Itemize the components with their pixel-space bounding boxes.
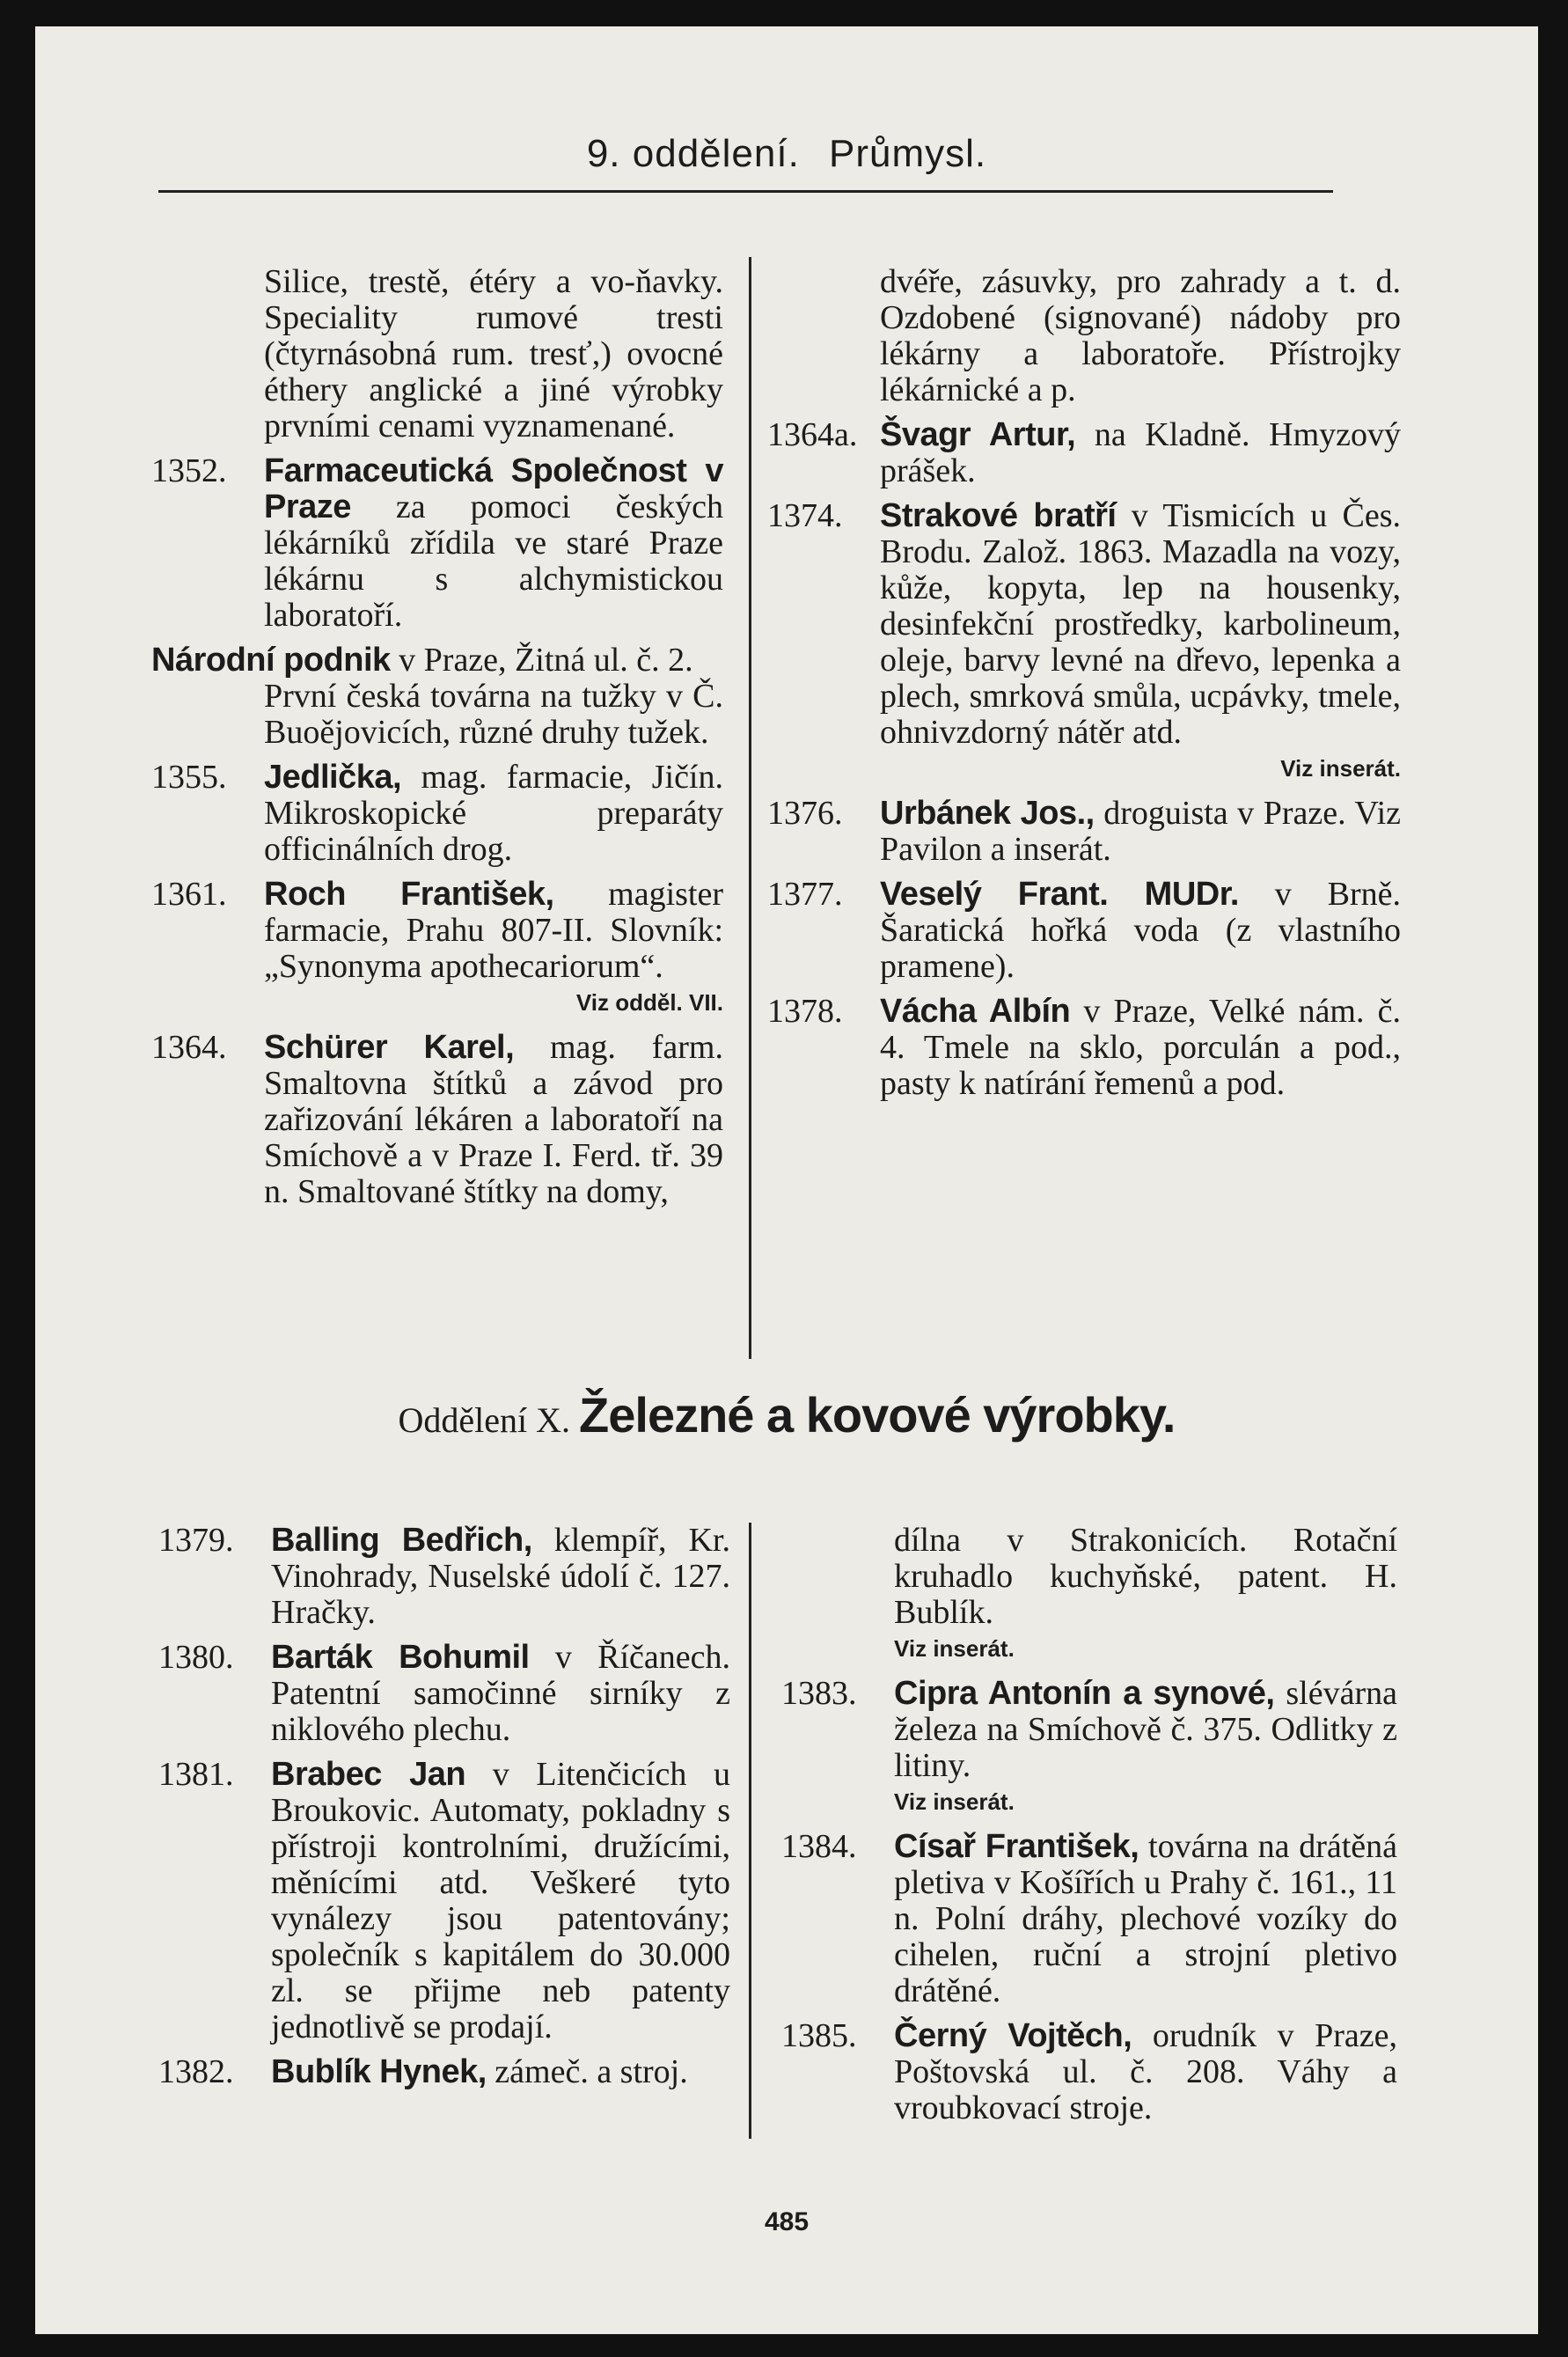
entry-text: mag. farmacie, Jičín. Mikroskopické preparáty officinálních drog. [264,759,723,868]
entry-name: Farmaceutická Společnost v Praze [264,452,723,525]
bottom-right-column [781,1523,1397,2135]
list-item [767,498,1401,787]
list-item [151,877,723,1021]
list-item [158,1523,730,1631]
entry-name: Roch František, [264,876,554,913]
entry-name: Švagr Artur, [880,416,1076,453]
entry-name: Národní podnik [151,642,391,679]
top-right-column [767,264,1401,1111]
entry-text: klempíř, Kr. Vinohrady, Nuselské údolí č. 127. Hračky. [271,1522,730,1631]
entry-text: v Praze, Velké nám. č. 4. Tmele na sklo, porculán a pod., pasty k natírání řemenů a pod. [880,993,1402,1102]
section-heading: Železné a kovové výrobky. [579,1387,1176,1443]
list-item [151,760,723,868]
list-item [767,264,1401,408]
entry-text: v Tismicích u Čes. Brodu. Založ. 1863. Mazadla na vozy, kůže, kopyta, lep na housenky, desinfekční prostředky, karbolineum, oleje, barvy levné na dřevo, lepenka a plech, smrková smůla, ucpávky, tmele, ohnivzdorný nátěr atd. [880,497,1401,751]
top-left-column [151,264,723,1219]
list-item [767,417,1401,489]
entry-text: droguista v Praze. Viz Pavilon a inserát. [880,795,1401,868]
entry-number: 1364. [151,1029,227,1066]
entry-text: továrna na drátěná pletiva v Košířích u Prahy č. 161., 11 n. Polní dráhy, plechové vozíky do cihelen, ruční a strojní pletivo drátěné. [894,1828,1397,2009]
entry-number: 1379. [158,1522,234,1559]
entry-number: 1376. [767,795,843,832]
entry-name: Urbánek Jos., [880,795,1095,832]
list-item [781,1523,1397,1667]
list-item [151,642,723,751]
entry-text: orudník v Praze, Poštovská ul. č. 208. Váhy a vroubkovací stroje. [894,2017,1397,2126]
list-item [151,1030,723,1210]
list-item [781,1829,1397,2009]
entry-name: Schürer Karel, [264,1029,515,1066]
header-title: Průmysl. [829,132,987,175]
entry-name: Barták Bohumil [271,1639,530,1676]
entry-number: 1382. [158,2053,234,2090]
entry-text: na Kladně. Hmyzový prášek. [880,416,1401,489]
entry-text: zámeč. a stroj. [486,2053,688,2090]
bottom-left-column [158,1523,730,2099]
entry-number: 1385. [781,2017,857,2054]
column-divider-bottom [749,1523,751,2139]
entry-name: Brabec Jan [271,1756,466,1793]
entry-text: slévárna železa na Smíchově č. 375. Odlitky z litiny. [894,1675,1397,1784]
entry-text: v Brně. Šaratická hořká voda (z vlastního pramene). [880,876,1401,985]
entry-name: Strakové bratří [880,497,1117,534]
list-item [767,994,1401,1102]
entry-text: magister farmacie, Prahu 807-II. Slovník: „Synonyma apothecariorum“. [264,876,723,985]
entry-text: za pomoci českých lékárníků zřídila ve staré Praze lékárnu s alchymistickou laboratoří. [264,488,723,634]
page-number: 485 [764,2207,810,2236]
entry-name: Veselý Frant. MUDr. [880,876,1239,913]
entry-note: Viz inserát. [894,1788,1015,1815]
entry-number: 1383. [781,1675,857,1712]
list-item [158,1757,730,2045]
document-page [35,26,1538,2334]
entry-number: 1381. [158,1756,234,1793]
entry-text: v Praze, Žitná ul. č. 2. [390,642,693,679]
entry-text: mag. farm. Smaltovna štítků a závod pro zařizování lékáren a laboratoří na Smíchově a v Praze I. Ferd. tř. 39 n. Smaltované štítky na domy, [264,1029,723,1210]
entry-name: Balling Bedřich, [271,1522,532,1559]
entry-name: Bublík Hynek, [271,2053,487,2090]
entry-number: 1361. [151,876,227,913]
header-section: 9. oddělení. [586,132,800,175]
list-item [767,796,1401,868]
entry-note: Viz inserát. [1280,755,1401,782]
page-header [35,132,1538,176]
column-divider-top [749,257,751,1359]
entry-text: v Litenčicích u Broukovic. Automaty, pokladny s přístroji kontrolními, družícími, měnícími atd. Veškeré tyto vynálezy jsou patentovány; společník s kapitálem do 30.000 zl. se přijme neb patenty jednotlivě se prodají. [271,1756,730,2045]
list-item [151,264,723,444]
entry-number: 1384. [781,1828,857,1865]
entry-number: 1355. [151,759,227,796]
list-item [158,1640,730,1748]
list-item [158,2054,730,2090]
list-item [151,453,723,634]
entry-text: dílna v Strakonicích. Rotační kruhadlo kuchyňské, patent. H. Bublík. [894,1522,1397,1631]
entry-number: 1377. [767,876,843,913]
section-label: Oddělení X. [398,1400,571,1440]
list-item [767,877,1401,985]
entry-number: 1352. [151,452,227,489]
entry-name: Císař František, [894,1828,1139,1865]
entry-number: 1364a. [767,416,858,453]
section-title [35,1386,1538,1443]
entry-text: Silice, trestě, étéry a vo-ňavky. Speciality rumové tresti (čtyrnásobná rum. tresť,) ovocné éthery anglické a jiné výrobky prvními cenami vyznamenané. [264,263,723,444]
entry-number: 1378. [767,993,843,1030]
entry-text: v Říčanech. Patentní samočinné sirníky z niklového plechu. [271,1639,730,1748]
entry-number: 1380. [158,1639,234,1676]
entry-name: Vácha Albín [880,993,1071,1030]
entry-name: Cipra Antonín a synové, [894,1675,1275,1712]
entry-note: Viz odděl. VII. [575,989,723,1016]
list-item [781,2018,1397,2126]
entry-note: Viz inserát. [894,1635,1015,1662]
entry-name: Jedlička, [264,759,402,796]
list-item [781,1676,1397,1820]
entry-name: Černý Vojtěch, [894,2017,1132,2054]
entry-text: První česká továrna na tužky v Č. Buoějovicích, různé druhy tužek. [264,678,723,751]
header-rule [158,190,1333,193]
entry-text: dvéře, zásuvky, pro zahrady a t. d. Ozdobené (signované) nádoby pro lékárny a laboratoře. Přístrojky lékárnické a p. [880,263,1401,408]
entry-number: 1374. [767,497,843,534]
